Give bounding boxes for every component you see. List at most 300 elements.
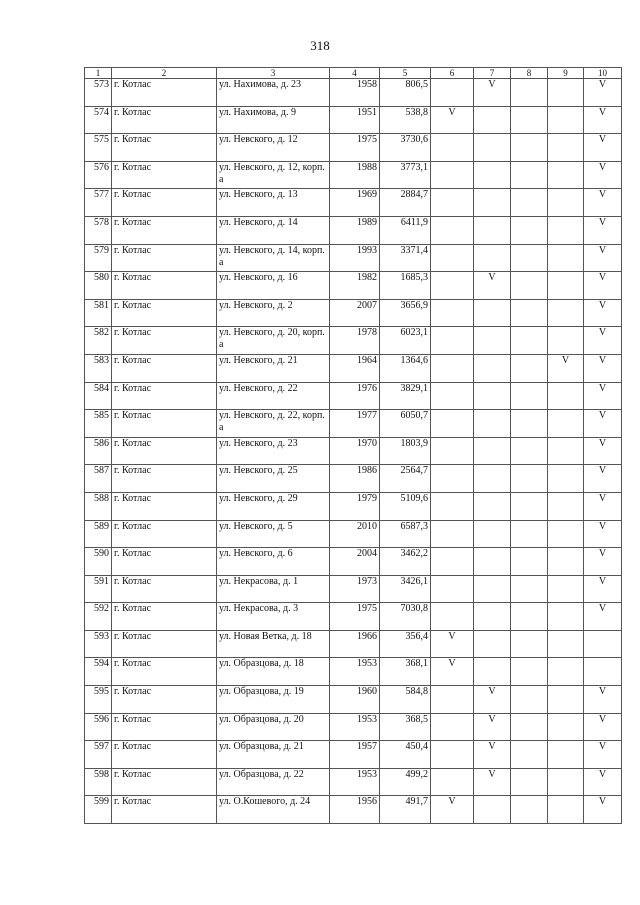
- mark-cell-7: V: [474, 768, 511, 796]
- mark-cell-9: [548, 437, 584, 465]
- mark-cell-9: V: [548, 354, 584, 382]
- mark-cell-7: [474, 106, 511, 134]
- mark-cell-6: [431, 79, 474, 107]
- area-cell: 3426,1: [380, 575, 431, 603]
- mark-cell-7: V: [474, 686, 511, 714]
- mark-cell-10: V: [584, 492, 622, 520]
- city-cell: г. Котлас: [112, 520, 217, 548]
- area-cell: 2564,7: [380, 465, 431, 493]
- mark-cell-7: [474, 575, 511, 603]
- row-number: 583: [85, 354, 112, 382]
- area-cell: 3773,1: [380, 161, 431, 189]
- address-cell: ул. Невского, д. 23: [217, 437, 330, 465]
- city-cell: г. Котлас: [112, 437, 217, 465]
- year-cell: 1986: [330, 465, 380, 493]
- mark-cell-8: [511, 575, 548, 603]
- table-row: [85, 658, 622, 686]
- row-number: 594: [85, 658, 112, 686]
- mark-cell-7: [474, 658, 511, 686]
- column-header: 8: [511, 68, 548, 79]
- address-cell: ул. Нахимова, д. 23: [217, 79, 330, 107]
- mark-cell-6: V: [431, 658, 474, 686]
- table-row: [85, 327, 622, 355]
- page-number: 318: [310, 38, 330, 53]
- mark-cell-6: [431, 575, 474, 603]
- year-cell: 1978: [330, 327, 380, 355]
- mark-cell-7: V: [474, 79, 511, 107]
- year-cell: 1975: [330, 134, 380, 162]
- mark-cell-6: [431, 492, 474, 520]
- mark-cell-7: V: [474, 741, 511, 769]
- row-number: 582: [85, 327, 112, 355]
- row-number: 599: [85, 796, 112, 824]
- area-cell: 5109,6: [380, 492, 431, 520]
- table-row: [85, 299, 622, 327]
- mark-cell-7: [474, 134, 511, 162]
- mark-cell-6: [431, 299, 474, 327]
- table-row: [85, 382, 622, 410]
- mark-cell-8: [511, 741, 548, 769]
- table-row: [85, 410, 622, 438]
- year-cell: 1989: [330, 216, 380, 244]
- year-cell: 1951: [330, 106, 380, 134]
- mark-cell-10: V: [584, 768, 622, 796]
- city-cell: г. Котлас: [112, 161, 217, 189]
- address-cell: ул. Образцова, д. 18: [217, 658, 330, 686]
- mark-cell-9: [548, 161, 584, 189]
- mark-cell-6: V: [431, 630, 474, 658]
- table-row: [85, 106, 622, 134]
- area-cell: 3829,1: [380, 382, 431, 410]
- area-cell: 368,1: [380, 658, 431, 686]
- mark-cell-9: [548, 796, 584, 824]
- mark-cell-7: [474, 492, 511, 520]
- address-cell: ул. О.Кошевого, д. 24: [217, 796, 330, 824]
- city-cell: г. Котлас: [112, 299, 217, 327]
- mark-cell-8: [511, 327, 548, 355]
- mark-cell-9: [548, 658, 584, 686]
- mark-cell-7: [474, 327, 511, 355]
- mark-cell-8: [511, 79, 548, 107]
- city-cell: г. Котлас: [112, 465, 217, 493]
- mark-cell-10: V: [584, 216, 622, 244]
- year-cell: 1956: [330, 796, 380, 824]
- row-number: 592: [85, 603, 112, 631]
- table-row: [85, 189, 622, 217]
- mark-cell-8: [511, 465, 548, 493]
- city-cell: г. Котлас: [112, 548, 217, 576]
- mark-cell-9: [548, 768, 584, 796]
- row-number: 596: [85, 713, 112, 741]
- column-header: 2: [112, 68, 217, 79]
- mark-cell-9: [548, 520, 584, 548]
- table-row: [85, 630, 622, 658]
- area-cell: 3371,4: [380, 244, 431, 272]
- area-cell: 2884,7: [380, 189, 431, 217]
- mark-cell-10: V: [584, 106, 622, 134]
- mark-cell-6: [431, 272, 474, 300]
- area-cell: 368,5: [380, 713, 431, 741]
- address-cell: ул. Невского, д. 29: [217, 492, 330, 520]
- mark-cell-8: [511, 686, 548, 714]
- mark-cell-10: V: [584, 713, 622, 741]
- city-cell: г. Котлас: [112, 492, 217, 520]
- mark-cell-8: [511, 272, 548, 300]
- column-number-header-row: [85, 68, 622, 79]
- mark-cell-6: [431, 548, 474, 576]
- year-cell: 1970: [330, 437, 380, 465]
- row-number: 577: [85, 189, 112, 217]
- mark-cell-8: [511, 161, 548, 189]
- year-cell: 1958: [330, 79, 380, 107]
- mark-cell-9: [548, 630, 584, 658]
- city-cell: г. Котлас: [112, 354, 217, 382]
- mark-cell-10: V: [584, 327, 622, 355]
- mark-cell-9: [548, 216, 584, 244]
- mark-cell-10: V: [584, 741, 622, 769]
- mark-cell-8: [511, 189, 548, 217]
- table-row: [85, 741, 622, 769]
- row-number: 575: [85, 134, 112, 162]
- city-cell: г. Котлас: [112, 79, 217, 107]
- mark-cell-10: V: [584, 79, 622, 107]
- year-cell: 1960: [330, 686, 380, 714]
- mark-cell-6: [431, 244, 474, 272]
- table-row: [85, 216, 622, 244]
- mark-cell-9: [548, 299, 584, 327]
- mark-cell-8: [511, 354, 548, 382]
- mark-cell-10: V: [584, 465, 622, 493]
- address-cell: ул. Невского, д. 25: [217, 465, 330, 493]
- address-cell: ул. Невского, д. 22: [217, 382, 330, 410]
- mark-cell-7: [474, 244, 511, 272]
- address-cell: ул. Невского, д. 22, корп. а: [217, 410, 330, 438]
- mark-cell-6: [431, 741, 474, 769]
- address-cell: ул. Невского, д. 14, корп. а: [217, 244, 330, 272]
- mark-cell-9: [548, 272, 584, 300]
- table-row: [85, 272, 622, 300]
- mark-cell-10: V: [584, 244, 622, 272]
- mark-cell-10: V: [584, 686, 622, 714]
- year-cell: 1953: [330, 768, 380, 796]
- address-cell: ул. Невского, д. 2: [217, 299, 330, 327]
- mark-cell-9: [548, 410, 584, 438]
- column-header: 6: [431, 68, 474, 79]
- mark-cell-9: [548, 465, 584, 493]
- city-cell: г. Котлас: [112, 658, 217, 686]
- column-header: 10: [584, 68, 622, 79]
- mark-cell-6: V: [431, 106, 474, 134]
- city-cell: г. Котлас: [112, 272, 217, 300]
- address-cell: ул. Образцова, д. 21: [217, 741, 330, 769]
- mark-cell-8: [511, 134, 548, 162]
- mark-cell-9: [548, 106, 584, 134]
- row-number: 574: [85, 106, 112, 134]
- row-number: 578: [85, 216, 112, 244]
- table-row: [85, 603, 622, 631]
- area-cell: 6050,7: [380, 410, 431, 438]
- city-cell: г. Котлас: [112, 796, 217, 824]
- mark-cell-10: V: [584, 382, 622, 410]
- area-cell: 3730,6: [380, 134, 431, 162]
- column-header: 7: [474, 68, 511, 79]
- mark-cell-7: [474, 216, 511, 244]
- table-row: [85, 768, 622, 796]
- year-cell: 2004: [330, 548, 380, 576]
- mark-cell-7: [474, 161, 511, 189]
- area-cell: 3462,2: [380, 548, 431, 576]
- row-number: 584: [85, 382, 112, 410]
- mark-cell-8: [511, 520, 548, 548]
- mark-cell-10: V: [584, 603, 622, 631]
- address-cell: ул. Нахимова, д. 9: [217, 106, 330, 134]
- mark-cell-8: [511, 796, 548, 824]
- address-cell: ул. Невского, д. 14: [217, 216, 330, 244]
- mark-cell-9: [548, 134, 584, 162]
- mark-cell-7: [474, 465, 511, 493]
- area-cell: 3656,9: [380, 299, 431, 327]
- mark-cell-8: [511, 548, 548, 576]
- mark-cell-6: [431, 327, 474, 355]
- city-cell: г. Котлас: [112, 410, 217, 438]
- mark-cell-10: V: [584, 410, 622, 438]
- mark-cell-9: [548, 382, 584, 410]
- area-cell: 1364,6: [380, 354, 431, 382]
- year-cell: 1988: [330, 161, 380, 189]
- year-cell: 1979: [330, 492, 380, 520]
- city-cell: г. Котлас: [112, 189, 217, 217]
- mark-cell-8: [511, 382, 548, 410]
- year-cell: 1993: [330, 244, 380, 272]
- row-number: 581: [85, 299, 112, 327]
- row-number: 591: [85, 575, 112, 603]
- address-cell: ул. Невского, д. 5: [217, 520, 330, 548]
- mark-cell-8: [511, 768, 548, 796]
- mark-cell-6: [431, 161, 474, 189]
- address-cell: ул. Невского, д. 12, корп. а: [217, 161, 330, 189]
- mark-cell-7: [474, 630, 511, 658]
- row-number: 586: [85, 437, 112, 465]
- year-cell: 1973: [330, 575, 380, 603]
- row-number: 589: [85, 520, 112, 548]
- area-cell: 1803,9: [380, 437, 431, 465]
- city-cell: г. Котлас: [112, 106, 217, 134]
- table-row: [85, 575, 622, 603]
- table-row: [85, 492, 622, 520]
- mark-cell-6: [431, 603, 474, 631]
- mark-cell-7: [474, 299, 511, 327]
- mark-cell-8: [511, 658, 548, 686]
- mark-cell-7: [474, 382, 511, 410]
- mark-cell-8: [511, 713, 548, 741]
- mark-cell-6: [431, 686, 474, 714]
- row-number: 580: [85, 272, 112, 300]
- table-row: [85, 161, 622, 189]
- city-cell: г. Котлас: [112, 216, 217, 244]
- mark-cell-7: [474, 603, 511, 631]
- mark-cell-7: [474, 796, 511, 824]
- year-cell: 1953: [330, 713, 380, 741]
- mark-cell-8: [511, 216, 548, 244]
- city-cell: г. Котлас: [112, 575, 217, 603]
- table-row: [85, 796, 622, 824]
- mark-cell-9: [548, 575, 584, 603]
- housing-register-table: [84, 67, 622, 824]
- city-cell: г. Котлас: [112, 741, 217, 769]
- row-number: 590: [85, 548, 112, 576]
- city-cell: г. Котлас: [112, 244, 217, 272]
- mark-cell-7: V: [474, 713, 511, 741]
- address-cell: ул. Невского, д. 6: [217, 548, 330, 576]
- mark-cell-8: [511, 630, 548, 658]
- row-number: 595: [85, 686, 112, 714]
- table-row: [85, 354, 622, 382]
- mark-cell-6: [431, 465, 474, 493]
- mark-cell-10: V: [584, 189, 622, 217]
- mark-cell-9: [548, 548, 584, 576]
- mark-cell-6: [431, 134, 474, 162]
- row-number: 585: [85, 410, 112, 438]
- mark-cell-7: [474, 410, 511, 438]
- table-row: [85, 548, 622, 576]
- mark-cell-6: [431, 382, 474, 410]
- mark-cell-9: [548, 327, 584, 355]
- mark-cell-6: [431, 354, 474, 382]
- table-row: [85, 713, 622, 741]
- mark-cell-9: [548, 686, 584, 714]
- mark-cell-10: V: [584, 575, 622, 603]
- mark-cell-8: [511, 603, 548, 631]
- area-cell: 499,2: [380, 768, 431, 796]
- address-cell: ул. Невского, д. 21: [217, 354, 330, 382]
- mark-cell-10: V: [584, 299, 622, 327]
- mark-cell-7: [474, 354, 511, 382]
- mark-cell-9: [548, 741, 584, 769]
- year-cell: 2010: [330, 520, 380, 548]
- column-header: 4: [330, 68, 380, 79]
- column-header: 9: [548, 68, 584, 79]
- address-cell: ул. Некрасова, д. 3: [217, 603, 330, 631]
- row-number: 579: [85, 244, 112, 272]
- mark-cell-6: V: [431, 796, 474, 824]
- mark-cell-6: [431, 216, 474, 244]
- year-cell: 1982: [330, 272, 380, 300]
- city-cell: г. Котлас: [112, 134, 217, 162]
- city-cell: г. Котлас: [112, 327, 217, 355]
- mark-cell-9: [548, 713, 584, 741]
- mark-cell-9: [548, 603, 584, 631]
- mark-cell-7: [474, 189, 511, 217]
- mark-cell-10: V: [584, 354, 622, 382]
- table-row: [85, 437, 622, 465]
- area-cell: 1685,3: [380, 272, 431, 300]
- mark-cell-9: [548, 492, 584, 520]
- city-cell: г. Котлас: [112, 713, 217, 741]
- mark-cell-8: [511, 244, 548, 272]
- mark-cell-7: [474, 437, 511, 465]
- area-cell: 806,5: [380, 79, 431, 107]
- mark-cell-10: V: [584, 796, 622, 824]
- column-header: 3: [217, 68, 330, 79]
- row-number: 597: [85, 741, 112, 769]
- city-cell: г. Котлас: [112, 382, 217, 410]
- mark-cell-10: V: [584, 437, 622, 465]
- mark-cell-6: [431, 189, 474, 217]
- area-cell: 6411,9: [380, 216, 431, 244]
- table-row: [85, 134, 622, 162]
- mark-cell-10: V: [584, 520, 622, 548]
- area-cell: 6023,1: [380, 327, 431, 355]
- mark-cell-7: [474, 548, 511, 576]
- mark-cell-8: [511, 106, 548, 134]
- address-cell: ул. Невского, д. 12: [217, 134, 330, 162]
- city-cell: г. Котлас: [112, 603, 217, 631]
- city-cell: г. Котлас: [112, 686, 217, 714]
- address-cell: ул. Невского, д. 20, корп. а: [217, 327, 330, 355]
- row-number: 573: [85, 79, 112, 107]
- address-cell: ул. Невского, д. 16: [217, 272, 330, 300]
- year-cell: 1966: [330, 630, 380, 658]
- mark-cell-9: [548, 189, 584, 217]
- area-cell: 491,7: [380, 796, 431, 824]
- table-row: [85, 79, 622, 107]
- mark-cell-8: [511, 437, 548, 465]
- mark-cell-7: [474, 520, 511, 548]
- address-cell: ул. Невского, д. 13: [217, 189, 330, 217]
- year-cell: 1977: [330, 410, 380, 438]
- year-cell: 2007: [330, 299, 380, 327]
- row-number: 588: [85, 492, 112, 520]
- area-cell: 6587,3: [380, 520, 431, 548]
- mark-cell-10: [584, 658, 622, 686]
- address-cell: ул. Образцова, д. 20: [217, 713, 330, 741]
- column-header: 5: [380, 68, 431, 79]
- mark-cell-6: [431, 437, 474, 465]
- year-cell: 1969: [330, 189, 380, 217]
- mark-cell-6: [431, 768, 474, 796]
- city-cell: г. Котлас: [112, 768, 217, 796]
- table-row: [85, 520, 622, 548]
- mark-cell-8: [511, 492, 548, 520]
- table-row: [85, 686, 622, 714]
- row-number: 587: [85, 465, 112, 493]
- mark-cell-8: [511, 299, 548, 327]
- mark-cell-10: [584, 630, 622, 658]
- address-cell: ул. Новая Ветка, д. 18: [217, 630, 330, 658]
- year-cell: 1975: [330, 603, 380, 631]
- year-cell: 1976: [330, 382, 380, 410]
- register-body: [85, 79, 622, 824]
- row-number: 576: [85, 161, 112, 189]
- year-cell: 1964: [330, 354, 380, 382]
- address-cell: ул. Образцова, д. 19: [217, 686, 330, 714]
- mark-cell-8: [511, 410, 548, 438]
- city-cell: г. Котлас: [112, 630, 217, 658]
- address-cell: ул. Некрасова, д. 1: [217, 575, 330, 603]
- mark-cell-6: [431, 713, 474, 741]
- area-cell: 584,8: [380, 686, 431, 714]
- area-cell: 450,4: [380, 741, 431, 769]
- mark-cell-10: V: [584, 161, 622, 189]
- mark-cell-7: V: [474, 272, 511, 300]
- column-header: 1: [85, 68, 112, 79]
- area-cell: 356,4: [380, 630, 431, 658]
- year-cell: 1953: [330, 658, 380, 686]
- mark-cell-6: [431, 520, 474, 548]
- table-row: [85, 465, 622, 493]
- row-number: 593: [85, 630, 112, 658]
- mark-cell-10: V: [584, 272, 622, 300]
